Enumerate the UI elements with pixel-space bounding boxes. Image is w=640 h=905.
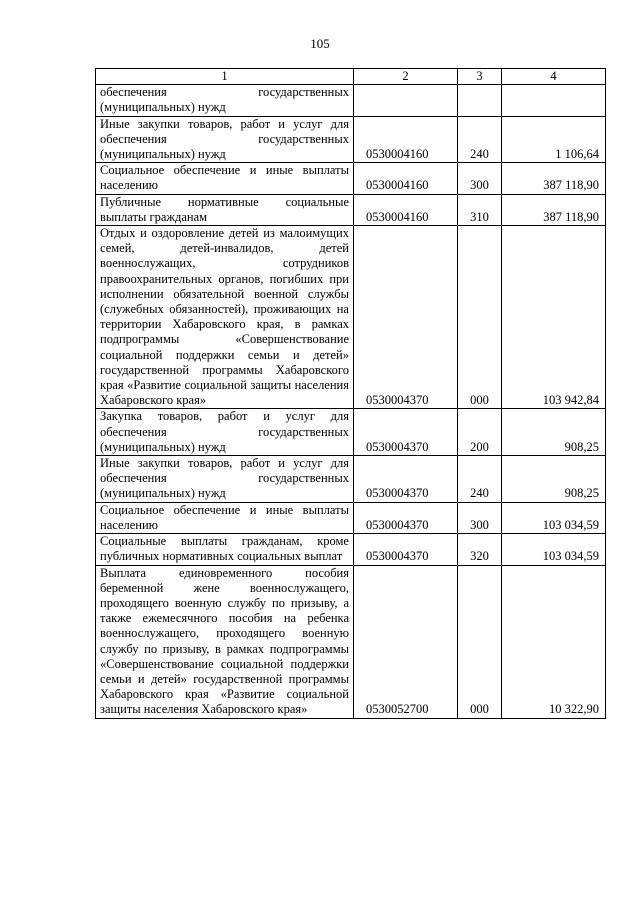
row-name: Иные закупки товаров, работ и услуг для обеспечения государственных (муниципальных) нужд	[96, 116, 354, 163]
row-code: 0530004370	[354, 534, 458, 565]
row-vr: 200	[458, 409, 502, 456]
table-row	[96, 116, 606, 163]
row-amount: 103 942,84	[502, 226, 606, 409]
row-vr: 240	[458, 456, 502, 503]
header-col-4: 4	[502, 69, 606, 85]
row-amount: 103 034,59	[502, 502, 606, 533]
row-name: Социальные выплаты гражданам, кроме публичных нормативных социальных выплат	[96, 534, 354, 565]
row-name: Публичные нормативные социальные выплаты гражданам	[96, 194, 354, 225]
table-row	[96, 456, 606, 503]
row-amount: 10 322,90	[502, 565, 606, 718]
row-amount: 103 034,59	[502, 534, 606, 565]
row-name: Выплата единовременного пособия беременной жене военнослужащего, проходящего военную службу по призыву, а также ежемесячного пособия на ребенка военнослужащего, проходящего военную службу по призыву, в рамках подпрограммы «Совершенствование социальной поддержки семьи и детей» государственной программы Хабаровского края «Развитие социальной защиты населения Хабаровского края»	[96, 565, 354, 718]
row-name: обеспечения государственных (муниципальных) нужд	[96, 85, 354, 116]
row-vr: 310	[458, 194, 502, 225]
row-name: Закупка товаров, работ и услуг для обеспечения государственных (муниципальных) нужд	[96, 409, 354, 456]
row-code: 0530004370	[354, 226, 458, 409]
row-amount	[502, 85, 606, 116]
header-col-3: 3	[458, 69, 502, 85]
row-code: 0530004160	[354, 194, 458, 225]
row-code: 0530004160	[354, 163, 458, 194]
row-name: Отдых и оздоровление детей из малоимущих семей, детей-инвалидов, детей военнослужащих, сотрудников правоохранительных органов, погибших при исполнении обязательной военной службы (служебных обязанностей), проживающих на территории Хабаровского края, в рамках подпрограммы «Совершенствование социальной поддержки семьи и детей» государственной программы Хабаровского края «Развитие социальной защиты населения Хабаровского края»	[96, 226, 354, 409]
row-amount: 387 118,90	[502, 163, 606, 194]
table-row	[96, 85, 606, 116]
row-amount: 908,25	[502, 456, 606, 503]
row-vr: 300	[458, 163, 502, 194]
row-vr: 240	[458, 116, 502, 163]
table-row	[96, 534, 606, 565]
row-vr: 320	[458, 534, 502, 565]
table-row	[96, 502, 606, 533]
row-code: 0530004370	[354, 502, 458, 533]
row-name: Социальное обеспечение и иные выплаты населению	[96, 163, 354, 194]
page-number: 105	[310, 36, 330, 51]
row-code: 0530004370	[354, 409, 458, 456]
budget-table	[95, 68, 606, 719]
row-amount: 908,25	[502, 409, 606, 456]
row-vr: 000	[458, 226, 502, 409]
row-vr: 000	[458, 565, 502, 718]
row-amount: 387 118,90	[502, 194, 606, 225]
row-name: Иные закупки товаров, работ и услуг для обеспечения государственных (муниципальных) нужд	[96, 456, 354, 503]
header-row	[96, 69, 606, 85]
row-amount: 1 106,64	[502, 116, 606, 163]
row-name: Социальное обеспечение и иные выплаты населению	[96, 502, 354, 533]
table-row	[96, 194, 606, 225]
header-col-1: 1	[96, 69, 354, 85]
table-row	[96, 163, 606, 194]
row-code	[354, 85, 458, 116]
row-code: 0530004370	[354, 456, 458, 503]
table-row	[96, 409, 606, 456]
header-col-2: 2	[354, 69, 458, 85]
table-row	[96, 226, 606, 409]
row-code: 0530004160	[354, 116, 458, 163]
table-row	[96, 565, 606, 718]
row-code: 0530052700	[354, 565, 458, 718]
row-vr: 300	[458, 502, 502, 533]
row-vr	[458, 85, 502, 116]
